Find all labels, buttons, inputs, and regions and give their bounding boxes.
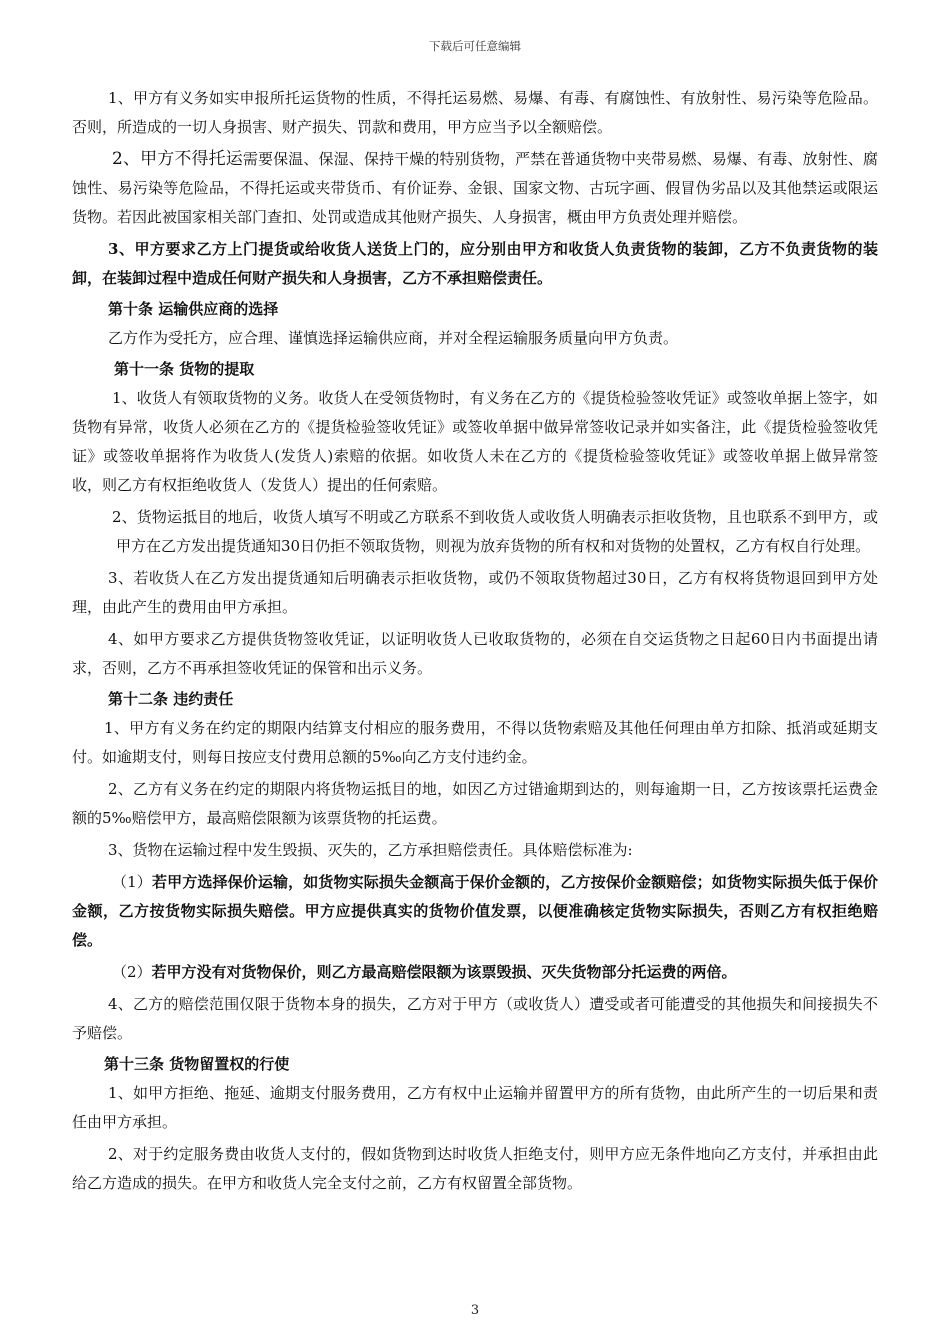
clause-11-heading: 第十一条 货物的提取 [114,360,255,378]
clause-11-item-3: 3、若收货人在乙方发出提货通知后明确表示拒收货物，或仍不领取货物超过30日，乙方有权将货物退回到甲方处理，由此产生的费用由甲方承担。 [72,569,878,616]
clause-10-heading: 第十条 运输供应商的选择 [108,300,279,318]
clause-11-item-2: 2、货物运抵目的地后，收货人填写不明或乙方联系不到收货人或收货人明确表示拒收货物，且也联系不到甲方，或甲方在乙方发出提货通知30日仍拒不领取货物，则视为放弃货物的所有权和对货物的处置权，乙方有权自行处理。 [112,508,878,555]
clause-13-item-2: 2、对于约定服务费由收货人支付的，假如货物到达时收货人拒绝支付，则甲方应无条件地向乙方支付，并承担由此给乙方造成的损失。在甲方和收货人完全支付之前，乙方有权留置全部货物。 [72,1145,878,1192]
clause-12-item-1: 1、甲方有义务在约定的期限内结算支付相应的服务费用，不得以货物索赔及其他任何理由单方扣除、抵消或延期支付。如逾期支付，则每日按应支付费用总额的5‰向乙方支付违约金。 [72,719,878,766]
page-header: 下载后可任意编辑 [429,39,521,53]
clause-9-item-3: 3、甲方要求乙方上门提货或给收货人送货上门的，应分别由甲方和收货人负责货物的装卸，乙方不负责货物的装卸，在装卸过程中造成任何财产损失和人身损害，乙方不承担赔偿责任。 [72,240,878,287]
clause-9-item-2 [72,145,878,232]
clause-12-item-3-sub-2-text: 若甲方没有对货物保价，则乙方最高赔偿限额为该票毁损、灭失货物部分托运费的两倍。 [151,963,737,981]
clause-11-item-4: 4、如甲方要求乙方提供货物签收凭证，以证明收货人已收取货物的，必须在自交运货物之日起60日内书面提出请求，否则，乙方不再承担签收凭证的保管和出示义务。 [72,630,878,677]
clause-12-item-3-sub-2-lead: （2） [112,963,152,981]
clause-12-heading: 第十二条 违约责任 [108,690,234,708]
page-number: 3 [470,1303,480,1318]
clause-13-heading: 第十三条 货物留置权的行使 [104,1055,290,1073]
clause-13-item-1: 1、如甲方拒绝、拖延、逾期支付服务费用，乙方有权中止运输并留置甲方的所有货物，由此所产生的一切后果和责任由甲方承担。 [72,1084,878,1131]
clause-12-item-3: 3、货物在运输过程中发生毁损、灭失的，乙方承担赔偿责任。具体赔偿标准为: [108,841,633,859]
clause-10-text: 乙方作为受托方，应合理、谨慎选择运输供应商，并对全程运输服务质量向甲方负责。 [108,329,679,347]
clause-12-item-3-sub-1-text: 若甲方选择保价运输，如货物实际损失金额高于保价金额的，乙方按保价金额赔偿；如货物实际损失低于保价金额，乙方按货物实际损失赔偿。甲方应提供真实的货物价值发票，以便准确核定货物实际损失，否则乙方有权拒绝赔偿。 [72,873,878,949]
clause-9-item-2-lead: 2、甲方不得托运 [112,149,243,169]
clause-12-item-2: 2、乙方有义务在约定的期限内将货物运抵目的地，如因乙方过错逾期到达的，则每逾期一日，乙方按该票托运费金额的5‰赔偿甲方，最高赔偿限额为该票货物的托运费。 [72,780,878,827]
clause-12-item-3-sub-1 [72,868,878,955]
clause-11-item-1: 1、收货人有领取货物的义务。收货人在受领货物时，有义务在乙方的《提货检验签收凭证》或签收单据上签字，如货物有异常，收货人必须在乙方的《提货检验签收凭证》或签收单据中做异常签收记录并如实备注，此《提货检验签收凭证》或签收单据将作为收货人(发货人)索赔的依据。如收货人未在乙方的《提货检验签收凭证》或签收单据上做异常签收，则乙方有权拒绝收货人（发货人）提出的任何索赔。 [72,389,878,494]
clause-12-item-4: 4、乙方的赔偿范围仅限于货物本身的损失，乙方对于甲方（或收货人）遭受或者可能遭受的其他损失和间接损失不予赔偿。 [72,995,878,1042]
clause-12-item-3-sub-1-lead: （1） [112,873,152,891]
clause-12-item-3-sub-2 [72,958,878,987]
clause-9-item-2-text: 需要保温、保湿、保持干燥的特别货物，严禁在普通货物中夹带易燃、易爆、有毒、放射性、腐蚀性、易污染等危险品，不得托运或夹带货币、有价证券、金银、国家文物、古玩字画、假冒伪劣品以及其他禁运或限运货物。若因此被国家相关部门查扣、处罚或造成其他财产损失、人身损害，概由甲方负责处理并赔偿。 [72,150,878,226]
clause-9-item-1: 1、甲方有义务如实申报所托运货物的性质，不得托运易燃、易爆、有毒、有腐蚀性、有放射性、易污染等危险品。否则，所造成的一切人身损害、财产损失、罚款和费用，甲方应当予以全额赔偿。 [72,89,878,136]
document-body [72,84,878,1201]
